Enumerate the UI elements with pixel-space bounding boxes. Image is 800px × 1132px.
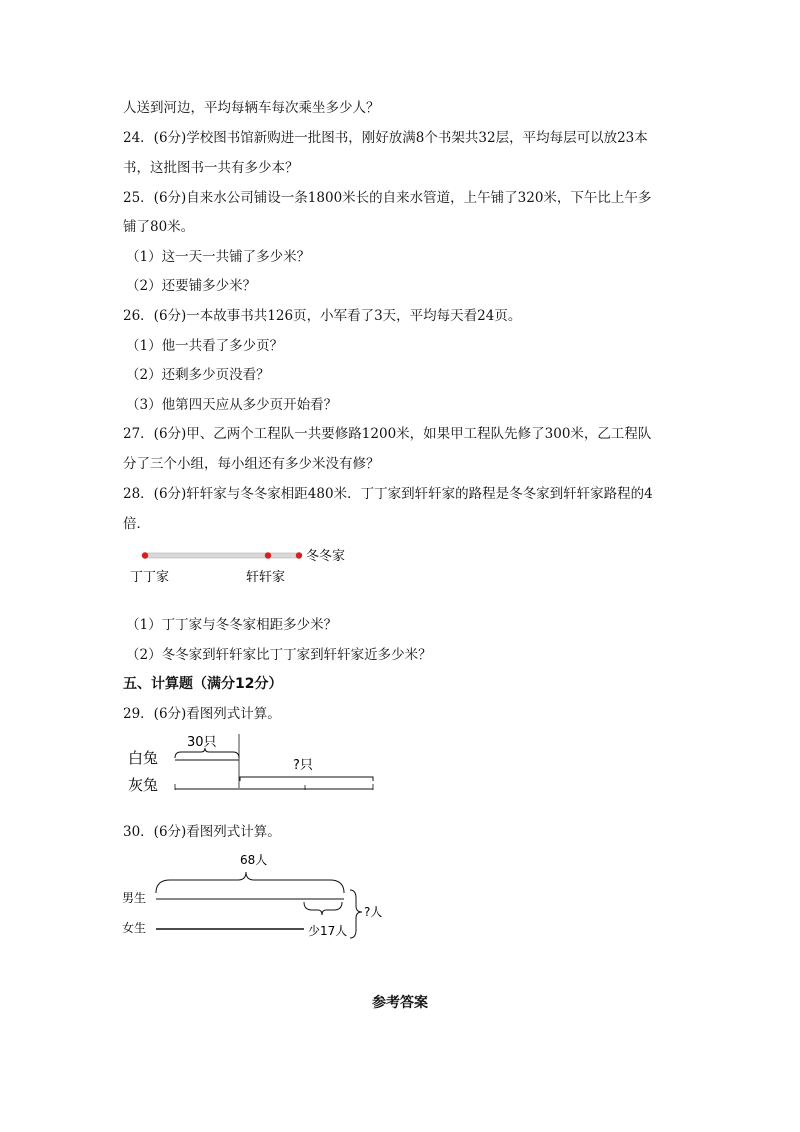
q29-diagram (125, 728, 385, 798)
q26-sub3: （3）他第四天应从多少页开始看？ (126, 397, 338, 413)
q26-sub1: （1）他一共看了多少页？ (126, 338, 284, 354)
dongdong-dot (296, 552, 302, 558)
known-count: 30只 (187, 735, 217, 750)
q28-sub2: （2）冬冬家到轩轩家比丁丁家到轩轩家近多少米？ (126, 647, 432, 663)
less-brace (304, 902, 342, 915)
unknown-brace (350, 890, 362, 938)
total-count: 68人 (240, 853, 268, 867)
q25-sub2: （2）还要铺多少米？ (126, 278, 257, 294)
q23-line2: 人送到河边，平均每辆车每次乘坐多少人？ (123, 100, 380, 116)
dongdong-label: 冬冬家 (306, 549, 346, 564)
answers-title: 参考答案 (372, 995, 428, 1011)
q24-line2: 书，这批图书一共有多少本？ (123, 160, 299, 176)
dingding-dot (142, 552, 148, 558)
q24-line1: 24．(6分)学校图书馆新购进一批图书，刚好放满8个书架共32层，平均每层可以放23本 (123, 130, 648, 146)
q30-line1: 30．(6分)看图列式计算。 (123, 824, 281, 840)
xuanxuan-dot (265, 552, 271, 558)
boys-label: 男生 (122, 891, 147, 905)
girls-label: 女生 (122, 921, 147, 935)
total-brace (156, 872, 344, 893)
q28-line1: 28．(6分)轩轩家与冬冬家相距480米．丁丁家到轩轩家的路程是冬冬家到轩轩家路程的4 (123, 486, 653, 502)
q25-sub1: （1）这一天一共铺了多少米？ (126, 249, 311, 265)
q25-line1: 25．(6分)自来水公司铺设一条1800米长的自来水管道，上午铺了320米，下午比上午多 (123, 190, 652, 206)
q26-sub2: （2）还剩多少页没看？ (126, 367, 270, 383)
unknown-count: ?人 (364, 905, 383, 919)
distance-bar (144, 553, 300, 558)
unknown-brace (240, 777, 373, 781)
dingding-label: 丁丁家 (130, 570, 170, 585)
q28-line2: 倍． (123, 516, 150, 532)
unknown-count: ?只 (293, 758, 313, 773)
xuanxuan-label: 轩轩家 (246, 570, 286, 585)
q30-diagram (120, 850, 400, 945)
grey-rabbit-label: 灰兔 (128, 776, 159, 794)
section5-title: 五、计算题（满分12分） (123, 676, 283, 692)
q26-line1: 26．(6分)一本故事书共126页，小军看了3天，平均每天看24页。 (123, 308, 522, 324)
white-rabbit-label: 白兔 (128, 749, 159, 767)
less-count: 少17人 (308, 924, 348, 938)
q29-line1: 29．(6分)看图列式计算。 (123, 706, 281, 722)
q28-sub1: （1）丁丁家与冬冬家相距多少米？ (126, 617, 338, 633)
q25-line2: 铺了80米。 (123, 219, 195, 235)
q28-diagram (130, 543, 370, 589)
q27-line2: 分了三个小组，每小组还有多少米没有修？ (123, 456, 380, 472)
q27-line1: 27．(6分)甲、乙两个工程队一共要修路1200米，如果甲工程队先修了300米，乙工程队 (123, 426, 652, 442)
